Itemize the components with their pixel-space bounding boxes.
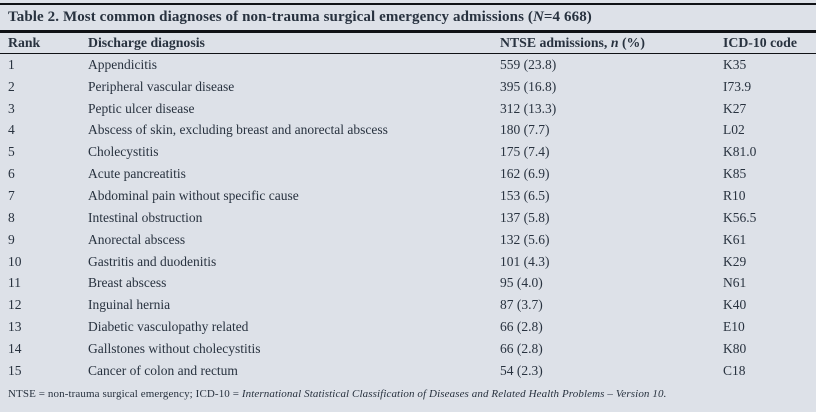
cell-rank: 5 [8, 144, 15, 160]
cell-icd10: K40 [723, 297, 747, 313]
cell-diagnosis: Abscess of skin, excluding breast and anorectal abscess [88, 122, 388, 138]
table-row [0, 316, 816, 338]
cell-admissions: 153 (6.5) [500, 187, 550, 203]
cell-diagnosis: Cholecystitis [88, 144, 159, 160]
cell-admissions: 132 (5.6) [500, 231, 550, 247]
table-row [0, 76, 816, 98]
cell-admissions: 180 (7.7) [500, 122, 550, 138]
cell-diagnosis: Gastritis and duodenitis [88, 253, 217, 269]
table-title-text: Table 2. Most common diagnoses of non-trauma surgical emergency admissions ( [8, 9, 533, 25]
cell-rank: 13 [8, 319, 22, 335]
table-row [0, 229, 816, 251]
cell-diagnosis: Diabetic vasculopathy related [88, 319, 249, 335]
table-row [0, 338, 816, 360]
cell-admissions: 395 (16.8) [500, 78, 557, 94]
cell-icd10: E10 [723, 319, 745, 335]
cell-admissions: 162 (6.9) [500, 166, 550, 182]
table-row [0, 141, 816, 163]
cell-rank: 12 [8, 297, 22, 313]
cell-rank: 4 [8, 122, 15, 138]
table-header-row [0, 33, 816, 53]
table-row [0, 207, 816, 229]
cell-admissions: 175 (7.4) [500, 144, 550, 160]
cell-icd10: L02 [723, 122, 745, 138]
cell-rank: 9 [8, 231, 15, 247]
cell-icd10: K27 [723, 100, 747, 116]
cell-rank: 6 [8, 166, 15, 182]
cell-diagnosis: Appendicitis [88, 56, 157, 72]
cell-admissions: 312 (13.3) [500, 100, 557, 116]
cell-icd10: K61 [723, 231, 747, 247]
table-row [0, 98, 816, 120]
column-header-diagnosis: Discharge diagnosis [88, 34, 205, 50]
cell-rank: 7 [8, 187, 15, 203]
table-row [0, 54, 816, 76]
table-row [0, 120, 816, 142]
cell-icd10: K29 [723, 253, 747, 269]
table-row [0, 185, 816, 207]
table-row [0, 251, 816, 273]
cell-rank: 2 [8, 78, 15, 94]
cell-icd10: N61 [723, 275, 747, 291]
table-body [0, 54, 816, 382]
cell-diagnosis: Gallstones without cholecystitis [88, 340, 261, 356]
column-header-admissions [500, 35, 723, 51]
cell-admissions: 137 (5.8) [500, 209, 550, 225]
cell-icd10: C18 [723, 362, 746, 378]
cell-icd10: K85 [723, 166, 747, 182]
cell-diagnosis: Intestinal obstruction [88, 209, 203, 225]
cell-diagnosis: Breast abscess [88, 275, 167, 291]
cell-diagnosis: Anorectal abscess [88, 231, 186, 247]
cell-admissions: 66 (2.8) [500, 340, 543, 356]
cell-admissions: 66 (2.8) [500, 319, 543, 335]
cell-diagnosis: Inguinal hernia [88, 297, 171, 313]
cell-icd10: I73.9 [723, 78, 752, 94]
column-header-admissions-post: (%) [618, 34, 645, 50]
column-header-rank: Rank [8, 34, 41, 50]
table-title-italic-n: N [532, 9, 544, 25]
cell-admissions: 95 (4.0) [500, 275, 543, 291]
cell-diagnosis: Peripheral vascular disease [88, 78, 235, 94]
cell-icd10: K35 [723, 56, 747, 72]
cell-icd10: K81.0 [723, 144, 757, 160]
cell-icd10: K56.5 [723, 209, 757, 225]
cell-rank: 8 [8, 209, 15, 225]
cell-rank: 1 [8, 56, 15, 72]
cell-icd10: K80 [723, 340, 747, 356]
cell-rank: 11 [8, 275, 21, 291]
cell-admissions: 54 (2.3) [500, 362, 543, 378]
table-footnote [0, 382, 816, 401]
cell-icd10: R10 [723, 187, 746, 203]
table-title [0, 5, 816, 30]
table-row [0, 272, 816, 294]
table-row [0, 163, 816, 185]
footnote-italic-text: International Statistical Classification of Diseases and Related Health Problems – Version 10. [241, 387, 667, 400]
table-title-suffix: =4 668) [543, 9, 592, 25]
cell-rank: 15 [8, 362, 22, 378]
footnote-plain-text: NTSE = non-trauma surgical emergency; ICD-10 = [8, 387, 242, 400]
cell-diagnosis: Acute pancreatitis [88, 166, 186, 182]
column-header-icd10: ICD-10 code [723, 34, 797, 50]
cell-diagnosis: Abdominal pain without specific cause [88, 187, 299, 203]
cell-admissions: 87 (3.7) [500, 297, 543, 313]
table-row [0, 360, 816, 382]
cell-diagnosis: Cancer of colon and rectum [88, 362, 238, 378]
cell-rank: 14 [8, 340, 22, 356]
cell-rank: 10 [8, 253, 22, 269]
cell-diagnosis: Peptic ulcer disease [88, 100, 195, 116]
column-header-admissions-italic-n: n [610, 34, 619, 50]
table-row [0, 294, 816, 316]
cell-rank: 3 [8, 100, 15, 116]
column-header-admissions-pre: NTSE admissions, [500, 34, 611, 50]
cell-admissions: 559 (23.8) [500, 56, 557, 72]
cell-admissions: 101 (4.3) [500, 253, 550, 269]
